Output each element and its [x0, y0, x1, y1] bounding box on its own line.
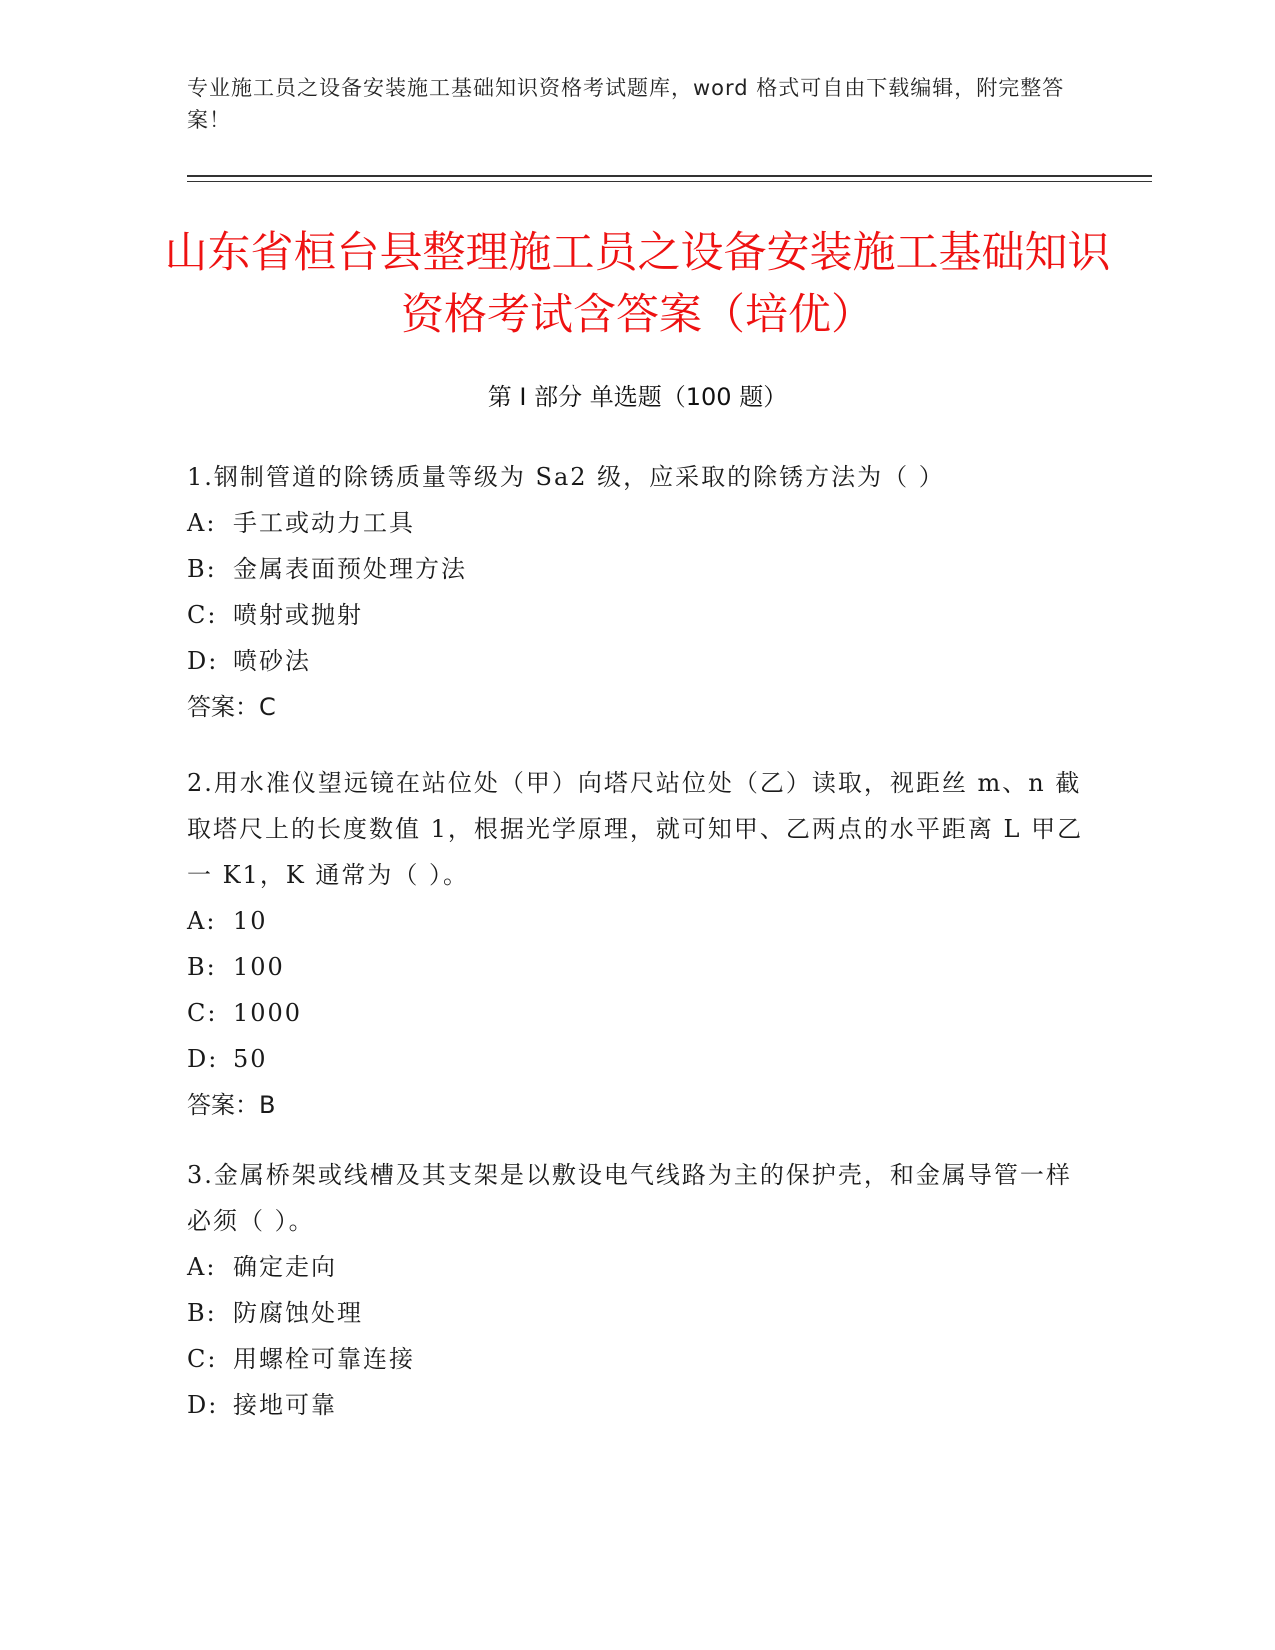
document-title: 山东省桓台县整理施工员之设备安装施工基础知识资格考试含答案（培优）	[164, 228, 1111, 340]
option-key: C:	[187, 1345, 218, 1373]
header-note: 专业施工员之设备安装施工基础知识资格考试题库，word 格式可自由下载编辑，附完整答案！	[187, 76, 1065, 132]
header-rule-thick	[187, 175, 1152, 177]
option-key: B:	[187, 953, 217, 981]
option-text: 手工或动力工具	[233, 509, 415, 537]
option-key: D:	[187, 1045, 219, 1073]
option-key: C:	[187, 999, 218, 1027]
option-c	[187, 592, 1087, 638]
option-text: 1000	[233, 999, 303, 1027]
option-key: C:	[187, 601, 218, 629]
option-text: 喷砂法	[233, 647, 311, 675]
option-text: 金属表面预处理方法	[233, 555, 467, 583]
option-d	[187, 638, 1087, 684]
option-c	[187, 1336, 1087, 1382]
option-text: 喷射或抛射	[233, 601, 363, 629]
option-b	[187, 1290, 1087, 1336]
option-key: D:	[187, 647, 219, 675]
option-c	[187, 990, 1087, 1036]
answer-label: 答案：C	[187, 693, 276, 721]
question-3	[187, 1152, 1087, 1428]
question-1	[187, 454, 1087, 730]
option-text: 防腐蚀处理	[233, 1299, 363, 1327]
option-key: D:	[187, 1391, 219, 1419]
question-stem: 1.钢制管道的除锈质量等级为 Sa2 级，应采取的除锈方法为（ ）	[187, 463, 945, 491]
option-b	[187, 944, 1087, 990]
question-2	[187, 760, 1087, 1128]
option-key: A:	[187, 509, 217, 537]
question-stem: 2.用水准仪望远镜在站位处（甲）向塔尺站位处（乙）读取，视距丝 m、n 截取塔尺上的长度数值 1，根据光学原理，就可知甲、乙两点的水平距离 L 甲乙一 K1，K 通常为（ ）。	[187, 769, 1084, 889]
option-d	[187, 1036, 1087, 1082]
option-key: A:	[187, 907, 217, 935]
option-key: B:	[187, 555, 217, 583]
option-key: A:	[187, 1253, 217, 1281]
option-text: 100	[233, 953, 285, 981]
header-rule-thin	[187, 181, 1152, 182]
option-b	[187, 546, 1087, 592]
option-text: 10	[233, 907, 268, 935]
option-text: 接地可靠	[233, 1391, 337, 1419]
option-text: 用螺栓可靠连接	[233, 1345, 415, 1373]
option-d	[187, 1382, 1087, 1428]
option-a	[187, 1244, 1087, 1290]
question-stem: 3.金属桥架或线槽及其支架是以敷设电气线路为主的保护壳，和金属导管一样必须（ ）。	[187, 1161, 1072, 1235]
option-text: 50	[233, 1045, 268, 1073]
option-a	[187, 500, 1087, 546]
option-key: B:	[187, 1299, 217, 1327]
option-text: 确定走向	[233, 1253, 337, 1281]
section-title: 第 I 部分 单选题（100 题）	[487, 383, 788, 411]
option-a	[187, 898, 1087, 944]
answer-label: 答案：B	[187, 1091, 276, 1119]
